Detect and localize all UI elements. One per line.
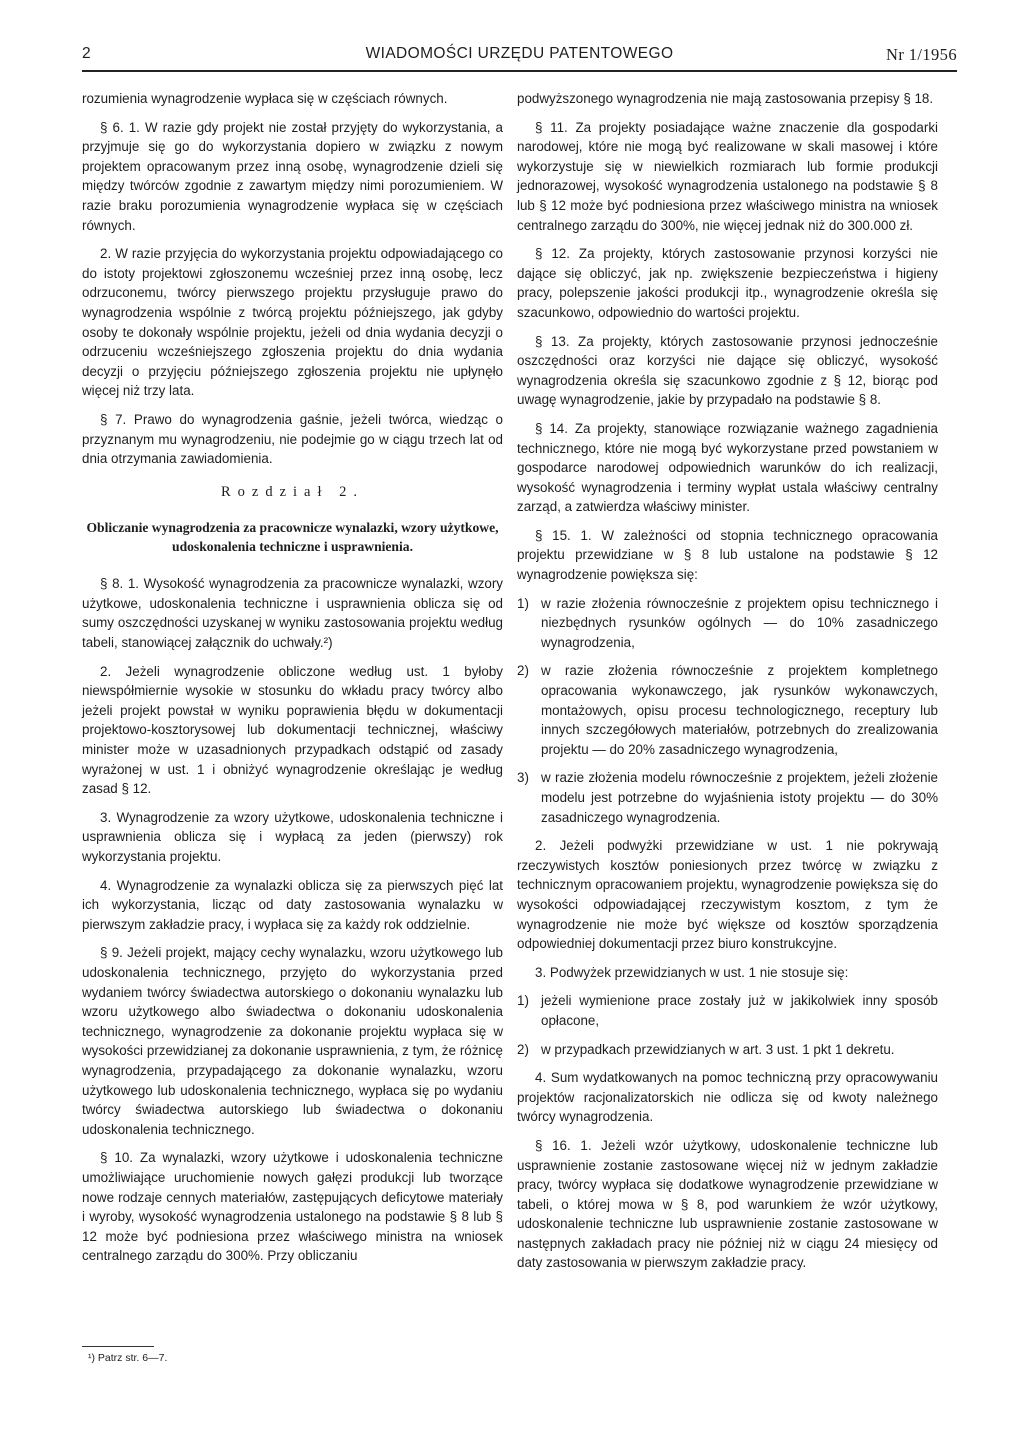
list-item <box>517 594 938 653</box>
paragraph: rozumienia wynagrodzenie wypłaca się w częściach równych. <box>82 91 448 106</box>
footnote-rule <box>82 1346 154 1347</box>
paragraph: 2. Jeżeli wynagrodzenie obliczone według ust. 1 byłoby niewspółmiernie wysokie w stosunku do wkładu pracy twórcy albo jeżeli projekt powstał w wyniku poprawienia błędu w dokumentacji projektowo-kosztorysowej lub dokumentacji technicznej, właściwy minister może w uzasadnionych przypadkach odstąpić od zasady wyrażonej w ust. 1 i obniżyć wynagrodzenie określając je według zasad § 12. <box>82 663 503 797</box>
list-text: w razie złożenia równocześnie z projektem kompletnego opracowania wykonawczego, jak rysunków wykonawczych, montażowych, opisu procesu technologicznego, receptury lub innych szczegółowych materiałów, potrzebnych do zrealizowania projektu — do 20% zasadniczego wynagrodzenia, <box>541 663 938 757</box>
paragraph-section-14: § 14. Za projekty, stanowiące rozwiązanie ważnego zagadnienia technicznego, które nie mogą być wykorzystane przed powstaniem w gospodarce narodowej odpowiednich warunków do ich realizacji, wysokość wynagrodzenia i terminy wypłat ustala właściwy centralny zarząd, a zatwierdza właściwy minister. <box>517 420 938 515</box>
paragraph-section-7: § 7. Prawo do wynagrodzenia gaśnie, jeżeli twórca, wiedząc o przyznanym mu wynagrodzeniu, nie podejmie go w ciągu trzech lat od dnia otrzymania zawiadomienia. <box>82 411 503 467</box>
footnote-mark: ¹) <box>88 1352 95 1364</box>
paragraph: 2. W razie przyjęcia do wykorzystania projektu odpowiadającego co do istoty projektowi zgłoszonemu wcześniej przez inną osobę, lecz odrzuconemu, twórcy pierwszego projektu przysługuje prawo do wynagrodzenia wspólnie z twórcą projektu późniejszego, jak gdyby osoby te dokonały wspólnie projektu, jeżeli od dnia wydania decyzji o odrzuceniu wcześniejszego zgłoszenia projektu do dnia wydania decyzji o przyjęciu późniejszego zgłoszenia projektu nie upłynęło więcej niż trzy lata. <box>82 246 503 399</box>
paragraph-section-8 <box>82 574 503 652</box>
list-number: 1) <box>517 993 529 1009</box>
paragraph-section-16: § 16. 1. Jeżeli wzór użytkowy, udoskonalenie techniczne lub usprawnienie zostanie zastosowane więcej niż w jednym zakładzie pracy, twórcy wypłaca się dodatkowe wynagrodzenie przewidziane w tabeli, o której mowa w § 8, pod warunkiem że wzór użytkowy, udoskonalenie techniczne lub usprawnienie zostanie zastosowane w następnych zakładach pracy nie później niż w ciągu 24 miesięcy od daty zastosowania w pierwszym zakładzie pracy. <box>517 1137 938 1271</box>
paragraph-section-12: § 12. Za projekty, których zastosowanie przynosi korzyści nie dające się obliczyć, jak np. zwiększenie bezpieczeństwa i higieny pracy, polepszenie jakości produkcji itp., wynagrodzenie określa się szacunkowo, odpowiednio do wartości projektu. <box>517 246 938 320</box>
paragraph-section-6: § 6. 1. W razie gdy projekt nie został przyjęty do wykorzystania, a przyjmuje się go do wykorzystania dopiero w związku z nowym projektem opracowanym przez inną osobę, wynagrodzenie dzieli się między twórców zgodnie z zawartym między nimi porozumieniem. W razie braku porozumienia wynagrodzenie wypłaca się w częściach równych. <box>82 119 503 233</box>
chapter-title: Obliczanie wynagrodzenia za pracownicze wynalazki, wzory użytkowe, udoskonalenia techniczne i usprawnienia. <box>86 520 499 555</box>
journal-title: WIADOMOŚCI URZĘDU PATENTOWEGO <box>365 45 674 62</box>
paragraph: 4. Wynagrodzenie za wynalazki oblicza się za pierwszych pięć lat ich wykorzystania, licząc od daty zastosowania wynalazku w pierwszym zakładzie pracy, i wypłaca się za każdy rok oddzielnie. <box>82 877 503 932</box>
page-header <box>82 45 957 69</box>
list-number: 1) <box>517 595 529 611</box>
header-rule <box>82 70 957 72</box>
list-number: 3) <box>517 770 529 786</box>
list-text: w razie złożenia modelu równocześnie z projektem, jeżeli złożenie modelu jest potrzebne do wyjaśnienia istoty projektu — do 30% zasadniczego wynagrodzenia. <box>541 770 938 825</box>
list-item <box>517 991 938 1030</box>
footnote-text: Patrz str. 6—7. <box>97 1352 168 1364</box>
chapter-heading: Rozdział 2. <box>220 483 365 500</box>
list-text: jeżeli wymienione prace zostały już w jakikolwiek inny sposób opłacone, <box>541 993 938 1028</box>
paragraph-section-13: § 13. Za projekty, których zastosowanie przynosi jednocześnie oszczędności oraz korzyści nie dające się obliczyć, wysokość wynagrodzenia określa się szacunkowo zgodnie z § 12, biorąc pod uwagę wynagrodzenie, jakie by przypadało na podstawie § 8. <box>517 333 938 408</box>
paragraph: 4. Sum wydatkowanych na pomoc techniczną przy opracowywaniu projektów racjonalizatorskich nie odlicza się od kwoty należnego twórcy wynagrodzenia. <box>517 1070 938 1125</box>
footnote <box>88 1352 167 1364</box>
paragraph: 2. Jeżeli podwyżki przewidziane w ust. 1 nie pokrywają rzeczywistych kosztów poniesionych przez twórcę w związku z technicznym opracowaniem projektu, wynagrodzenie powiększa się do wysokości odpowiadającej rzeczywistym kosztom, z tym że wynagrodzenie nie może być większe od kosztów sporządzenia odpowiedniej dokumentacji przez biuro konstrukcyjne. <box>517 838 938 952</box>
paragraph: podwyższonego wynagrodzenia nie mają zastosowania przepisy § 18. <box>517 91 934 106</box>
list-number: 2) <box>517 663 529 679</box>
paragraph-section-15: § 15. 1. W zależności od stopnia technicznego opracowania projektu przewidziane w § 8 lub ustalone na podstawie § 12 wynagrodzenie powiększa się: <box>517 527 938 583</box>
list-item <box>517 1040 938 1060</box>
paragraph: 3. Podwyżek przewidzianych w ust. 1 nie stosuje się: <box>535 964 849 980</box>
footnote-reference: ²) <box>323 635 333 651</box>
left-column <box>82 89 503 1275</box>
paragraph-section-11: § 11. Za projekty posiadające ważne znaczenie dla gospodarki narodowej, które nie mogą być realizowane w skali masowej i które wykorzystuje się w niewielkich rozmiarach lub formie produkcji jednorazowej, wysokość wynagrodzenia ustalonego na podstawie § 8 lub § 12 może być podniesiona przez właściwego ministra na wniosek centralnego zarządu do 300%, nie więcej jednak niż do 300.000 zł. <box>517 119 938 233</box>
page-number: 2 <box>82 45 92 62</box>
list-item <box>517 661 938 759</box>
paragraph-section-9: § 9. Jeżeli projekt, mający cechy wynalazku, wzoru użytkowego lub udoskonalenia technicznego, przyjęto do wykorzystania przed wydaniem twórcy świadectwa autorskiego o dokonaniu wynalazku lub wzoru użytkowego albo świadectwa o dokonaniu udoskonalenia technicznego, wynagrodzenie za dokonanie projektu wypłaca się w wysokości przewidzianej za dokonanie usprawnienia, z tym, że różnicę wynagrodzenia, przypadającego za dokonanie wynalazku, wzoru użytkowego lub udoskonalenia technicznego, wypłaca się po wydaniu twórcy świadectwa autorskiego lub świadectwa o dokonaniu udoskonalenia technicznego. <box>82 945 503 1137</box>
right-column <box>517 89 938 1282</box>
paragraph: 3. Wynagrodzenie za wzory użytkowe, udoskonalenia techniczne i usprawnienia oblicza się i wypłacą za jeden (pierwszy) rok wykorzystania projektu. <box>82 809 503 864</box>
list-text: w przypadkach przewidzianych w art. 3 ust. 1 pkt 1 dekretu. <box>541 1041 895 1057</box>
list-item <box>517 768 938 827</box>
issue-number: Nr 1/1956 <box>886 45 957 64</box>
paragraph-text: § 8. 1. Wysokość wynagrodzenia za pracownicze wynalazki, wzory użytkowe, udoskonalenia techniczne i usprawnienia oblicza się od sumy oszczędności uzyskanej w wyniku zastosowania projektu według tabeli, stanowiącej załącznik do uchwały. <box>82 576 503 651</box>
list-number: 2) <box>517 1041 529 1057</box>
paragraph-section-10: § 10. Za wynalazki, wzory użytkowe i udoskonalenia techniczne umożliwiające uruchomienie nowych gałęzi produkcji lub tworzące nowe rodzaje cennych materiałów, zastępujących deficytowe materiały i wyroby, wysokość wynagrodzenia ustalonego na podstawie § 8 lub § 12 może być podniesiona przez właściwego ministra na wniosek centralnego zarządu do 300%. Przy obliczaniu <box>82 1150 503 1264</box>
list-text: w razie złożenia równocześnie z projektem opisu technicznego i niezbędnych rysunków ogólnych — do 10% zasadniczego wynagrodzenia, <box>541 595 938 650</box>
